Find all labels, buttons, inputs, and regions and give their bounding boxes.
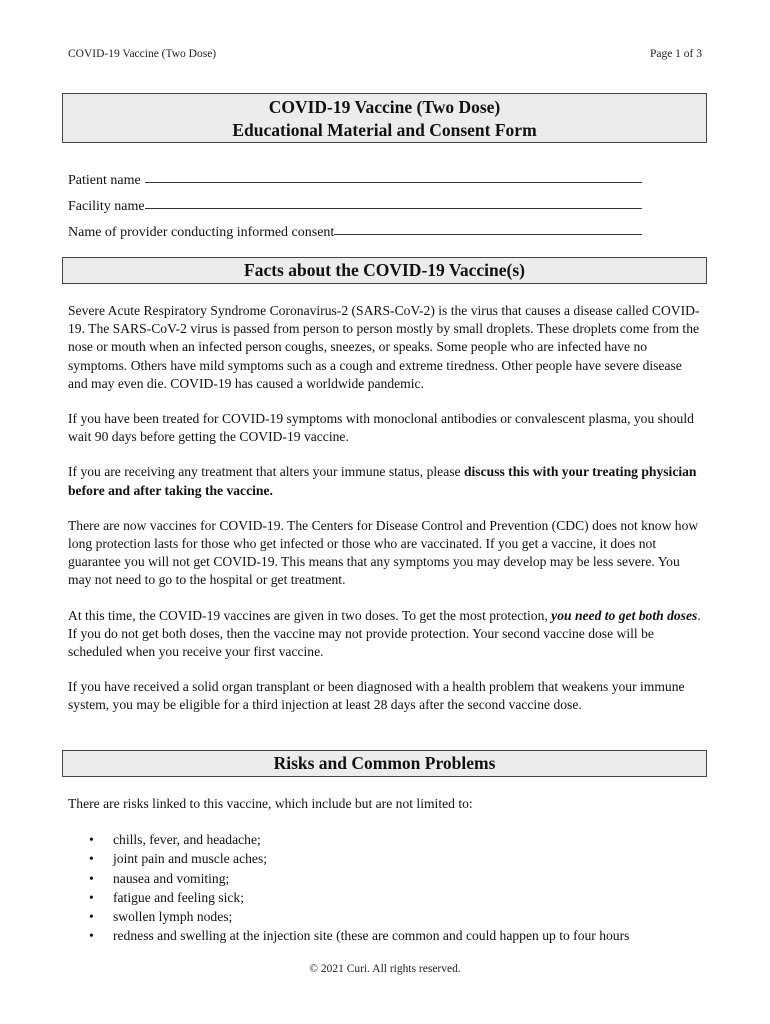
facts-paragraph-immune-status — [68, 463, 704, 499]
facts-paragraph-virus: Severe Acute Respiratory Syndrome Coronavirus-2 (SARS-CoV-2) is the virus that causes a disease called COVID-19. The SARS-CoV-2 virus is passed from person to person mostly by small droplets. These droplets come from the nose or mouth when an infected person coughs, sneezes, or speaks. Some people who are infected have no symptoms. Others have mild symptoms such as a cough and extreme tiredness. Other people have severe disease and may even die. COVID-19 has caused a worldwide pandemic. — [68, 303, 700, 391]
risk-item-text: nausea and vomiting; — [113, 870, 230, 886]
list-item — [68, 926, 704, 945]
list-item — [68, 869, 704, 888]
facts-section-heading: Facts about the COVID-19 Vaccine(s) — [62, 257, 707, 284]
facility-name-label: Facility name — [68, 199, 145, 214]
provider-name-row — [68, 215, 642, 241]
immune-status-text: If you are receiving any treatment that alters your immune status, please — [68, 464, 464, 480]
copyright-footer: © 2021 Curi. All rights reserved. — [309, 963, 461, 975]
facts-section-body — [68, 302, 704, 732]
list-item — [68, 907, 704, 926]
two-doses-text-end: . If you do not get both doses, then the vaccine may not provide protection. Your second vaccine dose will be scheduled when you receive your first vaccine. — [68, 607, 701, 660]
bullet-icon: • — [89, 889, 94, 905]
patient-name-row — [68, 163, 642, 189]
list-item — [68, 830, 704, 849]
page-number: Page 1 of 3 — [649, 48, 702, 60]
list-item — [68, 849, 704, 868]
facts-paragraph-treatment-wait: If you have been treated for COVID-19 symptoms with monoclonal antibodies or convalescent plasma, you should wait 90 days before getting the COVID-19 vaccine. — [68, 411, 694, 445]
risks-list — [68, 830, 704, 946]
bullet-icon: • — [89, 928, 94, 944]
risk-item-text: fatigue and feeling sick; — [113, 889, 244, 905]
facts-paragraph-cdc: There are now vaccines for COVID-19. The Centers for Disease Control and Prevention (CDC) does not know how long protection lasts for those who get infected or those who are vaccinated. If you get a vaccine, it does not guarantee you will not get COVID-19. This means that any symptoms you may develop may be less severe. You may not need to go to the hospital or get treatment. — [68, 517, 699, 588]
patient-name-label: Patient name — [68, 173, 141, 188]
bullet-icon: • — [89, 851, 94, 867]
provider-name-field[interactable] — [334, 222, 642, 235]
bullet-icon: • — [89, 909, 94, 925]
form-title-box — [62, 93, 707, 143]
risk-item-text: redness and swelling at the injection site (these are common and could happen up to four hours — [113, 928, 630, 944]
bullet-icon: • — [89, 870, 94, 886]
facts-paragraph-two-doses — [68, 607, 704, 662]
form-title-line1: COVID-19 Vaccine (Two Dose) — [268, 97, 501, 117]
two-doses-text-start: At this time, the COVID-19 vaccines are given in two doses. To get the most protection, — [68, 607, 552, 623]
immune-status-bold-text: discuss this with your treating physician before and after taking the vaccine. — [68, 464, 697, 498]
facility-name-field[interactable] — [145, 196, 642, 209]
facts-paragraph-third-injection: If you have received a solid organ transplant or been diagnosed with a health problem that weakens your immune system, you may be eligible for a third injection at least 28 days after the second vaccine dose. — [68, 679, 685, 713]
patient-name-field[interactable] — [145, 170, 642, 183]
risks-section-heading: Risks and Common Problems — [62, 750, 707, 777]
list-item — [68, 888, 704, 907]
risk-item-text: joint pain and muscle aches; — [113, 851, 268, 867]
bullet-icon: • — [89, 832, 94, 847]
patient-info-fields — [68, 163, 642, 241]
two-doses-emphasis: you need to get both doses — [551, 607, 698, 623]
risk-item-text: swollen lymph nodes; — [113, 909, 233, 925]
provider-name-label: Name of provider conducting informed consent — [68, 225, 335, 240]
risk-item-text: chills, fever, and headache; — [113, 832, 261, 847]
facility-name-row — [68, 189, 642, 215]
document-title-header: COVID-19 Vaccine (Two Dose) — [68, 48, 217, 60]
risks-intro: There are risks linked to this vaccine, which include but are not limited to: — [68, 796, 473, 811]
page-header — [68, 48, 702, 60]
form-title-line2: Educational Material and Consent Form — [232, 120, 537, 140]
